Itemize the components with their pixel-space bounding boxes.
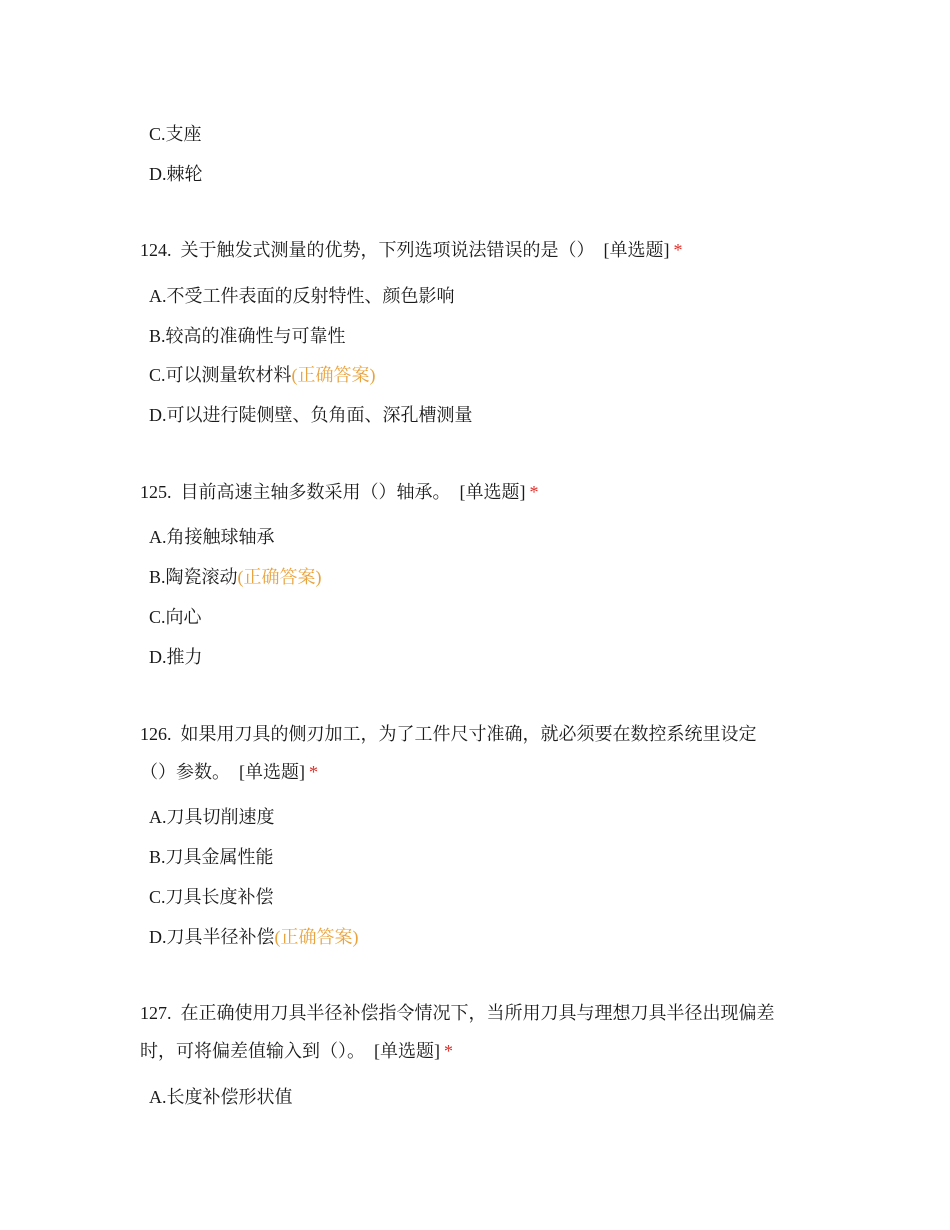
- question-type-tag: [单选题]: [374, 1041, 440, 1061]
- question-text: 关于触发式测量的优势，下列选项说法错误的是（）: [180, 240, 595, 260]
- question-text: （）参数。: [140, 762, 230, 782]
- option-text: A.角接触球轴承: [149, 527, 275, 547]
- option-text: B.刀具金属性能: [149, 847, 274, 867]
- option-text: B.陶瓷滚动: [149, 567, 238, 587]
- option-text: D.推力: [149, 647, 203, 667]
- option-a: [149, 525, 275, 549]
- question-type-tag: [单选题]: [459, 482, 526, 502]
- question-number: 124.: [140, 240, 172, 260]
- correct-answer-note: (正确答案): [291, 365, 376, 385]
- question-125-title: [140, 480, 539, 504]
- option-d: [149, 925, 359, 949]
- question-text: 如果用刀具的侧刃加工，为了工件尺寸准确，就必须要在数控系统里设定: [180, 724, 757, 744]
- option-text: D.刀具半径补偿: [149, 927, 275, 947]
- question-number: 125.: [140, 482, 172, 502]
- option-a: [149, 284, 455, 308]
- required-mark: *: [444, 1041, 453, 1061]
- question-type-tag: [单选题]: [239, 762, 305, 782]
- question-126-title-line2: [140, 760, 318, 784]
- option-d: [149, 645, 203, 669]
- option-c: [149, 885, 274, 909]
- option-text: A.长度补偿形状值: [149, 1087, 293, 1107]
- question-126-title-line1: [140, 722, 757, 746]
- question-127-title-line1: [140, 1001, 775, 1025]
- option-d: [149, 403, 473, 427]
- option-text: D.可以进行陡侧壁、负角面、深孔槽测量: [149, 405, 473, 425]
- question-type-tag: [单选题]: [603, 240, 670, 260]
- option-text: C.刀具长度补偿: [149, 887, 274, 907]
- option-text: D.棘轮: [149, 164, 203, 184]
- required-mark: *: [673, 240, 683, 260]
- question-text: 目前高速主轴多数采用（）轴承。: [180, 482, 451, 502]
- option-c: [149, 122, 202, 146]
- option-c: [149, 605, 202, 629]
- option-text: A.刀具切削速度: [149, 807, 275, 827]
- correct-answer-note: (正确答案): [274, 927, 359, 947]
- question-number: 126.: [140, 724, 172, 744]
- question-text: 时，可将偏差值输入到（）。: [140, 1041, 365, 1061]
- option-text: C.向心: [149, 607, 202, 627]
- option-d: [149, 162, 203, 186]
- question-number: 127.: [140, 1003, 172, 1023]
- option-b: [149, 845, 274, 869]
- question-text: 在正确使用刀具半径补偿指令情况下，当所用刀具与理想刀具半径出现偏差: [180, 1003, 775, 1023]
- option-a: [149, 805, 275, 829]
- required-mark: *: [529, 482, 539, 502]
- option-text: A.不受工件表面的反射特性、颜色影响: [149, 286, 455, 306]
- option-a: [149, 1085, 293, 1109]
- option-text: C.可以测量软材料: [149, 365, 292, 385]
- question-124-title: [140, 238, 683, 262]
- question-127-title-line2: [140, 1039, 453, 1063]
- option-b: [149, 565, 322, 589]
- option-b: [149, 324, 346, 348]
- option-text: B.较高的准确性与可靠性: [149, 326, 346, 346]
- correct-answer-note: (正确答案): [237, 567, 322, 587]
- option-c: [149, 363, 376, 387]
- option-text: C.支座: [149, 124, 202, 144]
- required-mark: *: [309, 762, 318, 782]
